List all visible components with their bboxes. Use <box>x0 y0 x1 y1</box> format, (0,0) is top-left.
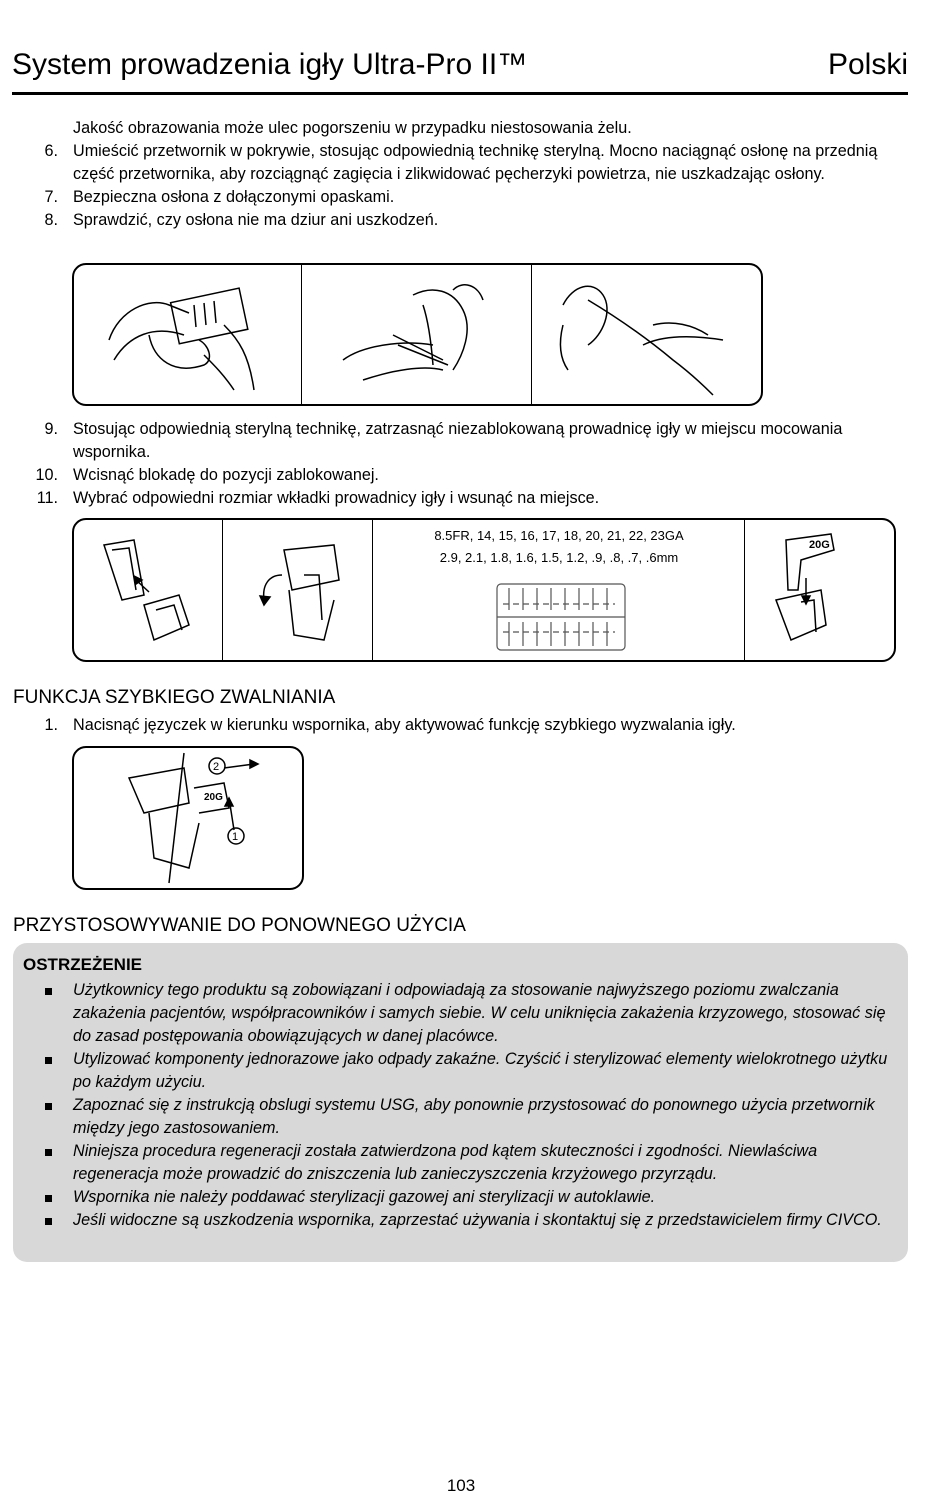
bullet-icon <box>45 1057 52 1064</box>
list-item: Utylizować komponenty jednorazowe jako odpady zakaźne. Czyścić i sterylizować elementy wielokrotnego użytku po każdym użyciu. <box>13 1048 893 1094</box>
quick-release-steps <box>0 714 920 737</box>
callout-1: 1 <box>232 831 239 843</box>
mm-sizes-label: 2.9, 2.1, 1.8, 1.6, 1.5, 1.2, .9, .8, .7, .6mm <box>439 550 679 565</box>
section-heading-reprocessing: PRZYSTOSOWYWANIE DO PONOWNEGO UŻYCIA <box>13 915 466 936</box>
warning-box <box>13 943 908 1262</box>
section-heading-quick-release: FUNKCJA SZYBKIEGO ZWALNIANIA <box>13 687 336 708</box>
hands-gel-illustration <box>74 265 301 404</box>
language-label: Polski <box>827 48 908 81</box>
figure-divider <box>301 265 302 404</box>
warning-list <box>13 979 893 1232</box>
figure-divider <box>531 265 532 404</box>
list-item: Zapoznać się z instrukcją obslugi systemu USG, aby ponownie przystosować do ponownego użycia przetwornik między jego zastosowaniem. <box>13 1094 893 1140</box>
quick-release-figure <box>72 746 304 890</box>
figure-divider <box>744 520 745 660</box>
size-table <box>374 528 744 565</box>
callout-2: 2 <box>213 761 220 773</box>
list-item: 8. Sprawdzić, czy osłona nie ma dziur ani uszkodzeń. <box>44 211 439 229</box>
insert-slide-illustration <box>746 520 894 660</box>
list-item: 1. Nacisnąć języczek w kierunku wspornika, aby aktywować funkcję szybkiego wyzwalania igły. <box>44 716 736 734</box>
lock-guide-illustration <box>224 520 374 660</box>
bullet-icon <box>45 1149 52 1156</box>
list-item: Użytkownicy tego produktu są zobowiązani i odpowiadają za stosowanie najwyższego poziomu zwalczania zakażenia pacjentów, współpracowników i samych siebie. W celu uniknięcia zakażenia krzyzowego, stosować się do zasad postępowania obowiązujących w danej placówce. <box>13 979 893 1048</box>
list-item: 10. Wcisnąć blokadę do pozycji zablokowanej. <box>35 466 379 484</box>
steps-list-a <box>0 117 920 232</box>
bullet-icon <box>45 1103 52 1110</box>
list-item: Jakość obrazowania może ulec pogorszeniu w przypadku niestosowania żelu. <box>73 119 632 137</box>
list-item: 6. Umieścić przetwornik w pokrywie, stosując odpowiednią technikę sterylną. Mocno naciągnąć osłonę na przednią część przetwornika, aby rozciągnąć zagięcia i zlikwidować pęcherzyki powietrza, nie uszkadzając osłony. <box>44 142 878 183</box>
needle-guide-assembly-figure <box>72 518 896 662</box>
page-header <box>12 44 908 95</box>
list-item: 9. Stosując odpowiednią sterylną technikę, zatrzasnąć niezablokowaną prowadnicę igły w miejscu mocowania wspornika. <box>44 420 843 461</box>
list-item: Jeśli widoczne są uszkodzenia wspornika, zaprzestać używania i skontaktuj się z przedstawicielem firmy CIVCO. <box>13 1209 893 1232</box>
list-item: 7. Bezpieczna osłona z dołączonymi opaskami. <box>44 188 395 206</box>
bullet-icon <box>45 988 52 995</box>
gauge-sizes-label: 8.5FR, 14, 15, 16, 17, 18, 20, 21, 22, 23GA <box>434 528 684 543</box>
quick-release-illustration <box>74 748 302 888</box>
warning-title: OSTRZEŻENIE <box>23 955 143 974</box>
insert-size-label: 20G <box>809 539 830 551</box>
bullet-icon <box>45 1218 52 1225</box>
cover-application-figure <box>72 263 763 406</box>
list-item: Niniejsza procedura regeneracji została zatwierdzona pod kątem skuteczności i zgodności. Niewlaściwa regeneracja może prowadzić do zniszczenia lub zanieczyszczenia krzyżowego przyrządu. <box>13 1140 893 1186</box>
snap-guide-illustration <box>74 520 222 660</box>
document-title: System prowadzenia igły Ultra-Pro II™ <box>12 48 528 81</box>
hands-stretch-cover-illustration <box>303 265 531 404</box>
insert-size-label: 20G <box>204 792 223 803</box>
list-item: 11. Wybrać odpowiedni rozmiar wkładki prowadnicy igły i wsunąć na miejsce. <box>36 489 600 507</box>
hands-secure-band-illustration <box>533 265 761 404</box>
insert-kit-illustration <box>491 580 631 654</box>
list-item: Wspornika nie należy poddawać sterylizacji gazowej ani sterylizacji w autoklawie. <box>13 1186 893 1209</box>
bullet-icon <box>45 1195 52 1202</box>
steps-list-b <box>0 418 920 510</box>
figure-divider <box>222 520 223 660</box>
page-number: 103 <box>446 1476 476 1495</box>
